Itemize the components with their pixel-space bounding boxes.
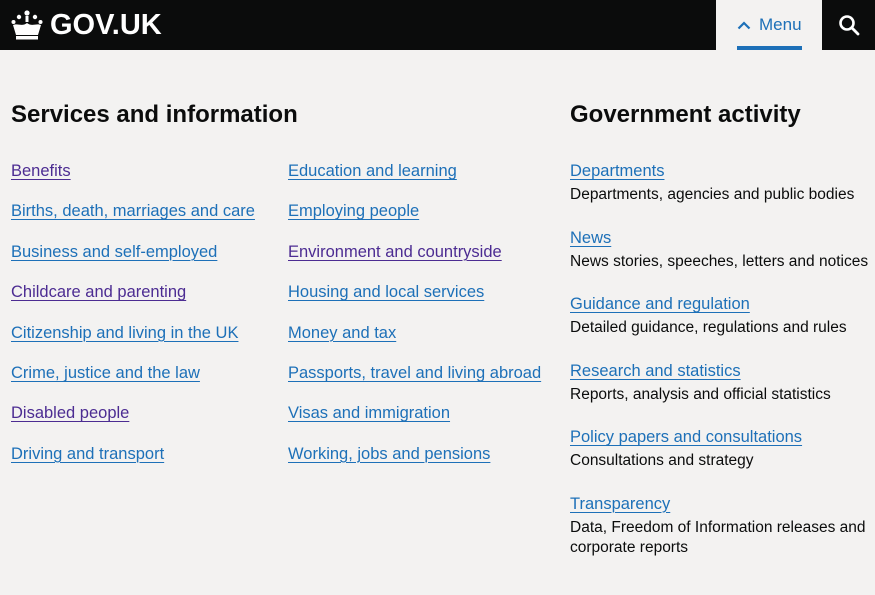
list-item [288, 443, 541, 483]
services-link-education-and-learning[interactable]: Education and learning [288, 162, 457, 180]
site-header [0, 0, 875, 50]
services-link-money-and-tax[interactable]: Money and tax [288, 323, 397, 342]
list-item [288, 362, 541, 402]
list-item [11, 362, 255, 402]
services-link-environment-and-countryside[interactable]: Environment and countryside [288, 242, 502, 261]
services-heading: Services and information [11, 101, 298, 128]
list-item [570, 293, 875, 339]
logo-text: GOV.UK [50, 8, 162, 41]
list-item [570, 160, 875, 206]
services-link-citizenship-and-living-in-the-uk[interactable]: Citizenship and living in the UK [11, 323, 239, 342]
list-item [11, 402, 255, 442]
gov-link-departments[interactable]: Departments [570, 162, 665, 180]
list-item [11, 200, 255, 240]
gov-link-guidance-and-regulation[interactable]: Guidance and regulation [570, 295, 750, 313]
list-item [11, 281, 255, 321]
gov-link-news[interactable]: News [570, 228, 612, 247]
services-link-employing-people[interactable]: Employing people [288, 202, 420, 221]
menu-label: Menu [759, 15, 802, 34]
services-list-column-1 [11, 160, 255, 483]
chevron-up-icon [737, 20, 751, 30]
list-item [288, 241, 541, 281]
govuk-logo-link[interactable] [10, 7, 162, 43]
gov-link-description: News stories, speeches, letters and notices [570, 252, 869, 270]
services-link-driving-and-transport[interactable]: Driving and transport [11, 444, 165, 463]
list-item [11, 322, 255, 362]
list-item [11, 443, 255, 483]
government-activity-heading: Government activity [570, 101, 801, 128]
list-item [570, 493, 875, 559]
gov-link-description: Consultations and strategy [570, 452, 754, 469]
gov-link-description: Detailed guidance, regulations and rules [570, 319, 847, 336]
gov-link-description: Departments, agencies and public bodies [570, 186, 855, 203]
services-link-benefits[interactable]: Benefits [11, 162, 71, 180]
search-icon [838, 14, 860, 36]
services-link-working-jobs-and-pensions[interactable]: Working, jobs and pensions [288, 444, 491, 463]
gov-link-description: Reports, analysis and official statistics [570, 385, 831, 403]
list-item [288, 322, 541, 362]
list-item [288, 402, 541, 442]
services-link-crime-justice-and-the-law[interactable]: Crime, justice and the law [11, 363, 200, 382]
services-link-disabled-people[interactable]: Disabled people [11, 404, 130, 423]
services-link-visas-and-immigration[interactable]: Visas and immigration [288, 404, 451, 423]
menu-button[interactable] [716, 0, 822, 50]
services-link-passports-travel-and-living-abroad[interactable]: Passports, travel and living abroad [288, 363, 542, 382]
list-item [288, 281, 541, 321]
list-item [570, 227, 875, 273]
list-item [11, 241, 255, 281]
list-item [288, 200, 541, 240]
gov-link-policy-papers-and-consultations[interactable]: Policy papers and consultations [570, 428, 803, 446]
services-link-housing-and-local-services[interactable]: Housing and local services [288, 283, 485, 302]
services-link-business-and-self-employed[interactable]: Business and self-employed [11, 242, 218, 261]
services-list-column-2 [288, 160, 541, 483]
list-item [288, 160, 541, 200]
menu-button-inner [737, 0, 802, 50]
list-item [11, 160, 255, 200]
list-item [570, 360, 875, 406]
government-activity-list [570, 160, 875, 580]
list-item [570, 426, 875, 472]
gov-link-research-and-statistics[interactable]: Research and statistics [570, 361, 741, 380]
gov-link-transparency[interactable]: Transparency [570, 494, 671, 513]
search-button[interactable] [822, 0, 875, 50]
services-link-childcare-and-parenting[interactable]: Childcare and parenting [11, 283, 187, 302]
gov-link-description: Data, Freedom of Information releases and corporate reports [570, 518, 866, 556]
crown-icon [10, 9, 44, 41]
services-link-births-death-marriages-and-care[interactable]: Births, death, marriages and care [11, 202, 255, 221]
